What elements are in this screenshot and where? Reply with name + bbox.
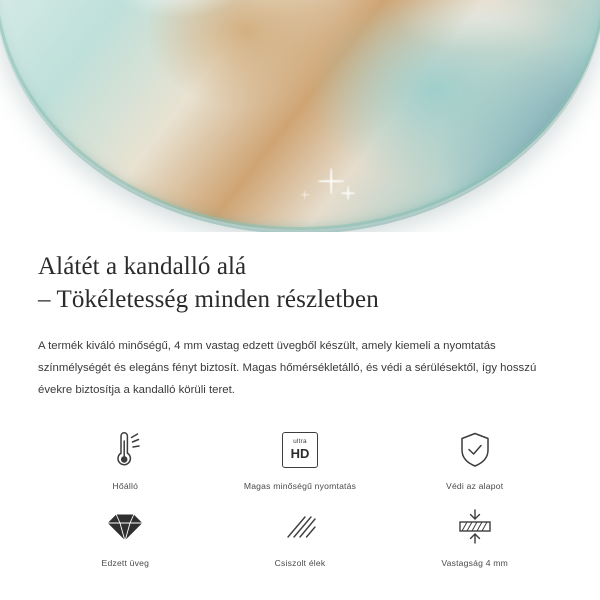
marble-mat-image — [0, 0, 600, 230]
feature-label: Csiszolt élek — [274, 557, 326, 568]
thickness-icon — [455, 505, 495, 549]
hero-image — [0, 0, 600, 232]
feature-label: Magas minőségű nyomtatás — [243, 480, 357, 491]
feature-item — [38, 505, 213, 568]
headline-line-1: Alátét a kandalló alá — [38, 253, 247, 280]
polished-edges-icon — [282, 505, 318, 549]
feature-label: Edzett üveg — [101, 557, 150, 568]
ultra-hd-icon — [282, 428, 318, 472]
feature-item — [213, 428, 388, 491]
ultra-hd-badge-top: ultra — [293, 438, 307, 446]
feature-item — [38, 428, 213, 491]
feature-item — [213, 505, 388, 568]
feature-item — [387, 428, 562, 491]
thermometer-icon — [108, 428, 142, 472]
feature-grid — [38, 428, 562, 568]
shield-check-icon — [457, 428, 493, 472]
ultra-hd-badge-bottom: HD — [290, 445, 310, 461]
body-paragraph: A termék kiváló minőségű, 4 mm vastag edzett üvegből készült, amely kiemeli a nyomtatás színmélységét és elegáns fényt biztosít. Magas hőmérsékletálló, és védi a sérülésektől, így hosszú évekre biztosítja a kandalló körüli teret. — [38, 340, 537, 397]
feature-label: Vastagság 4 mm — [441, 557, 508, 568]
feature-label: Védi az alapot — [446, 480, 504, 491]
feature-label: Hőálló — [112, 480, 139, 491]
diamond-icon — [105, 505, 145, 549]
feature-item — [387, 505, 562, 568]
page-title — [38, 250, 562, 316]
headline-line-2: – Tökéletesség minden részletben — [38, 286, 379, 313]
